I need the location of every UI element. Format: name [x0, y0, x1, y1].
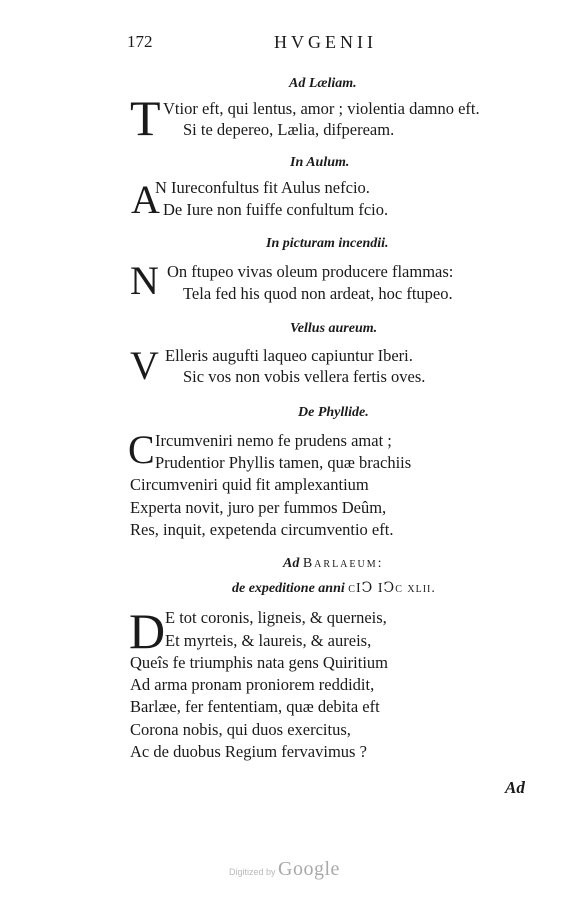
- watermark-brand: Google: [278, 858, 340, 880]
- drop-cap: D: [129, 603, 166, 659]
- verse-line: Experta novit, juro per fummos Deûm,: [130, 498, 387, 517]
- catchword: Ad: [505, 778, 525, 797]
- verse-line: Barlæe, fer fententiam, quæ debita eft: [130, 697, 380, 716]
- drop-cap: V: [130, 343, 159, 388]
- poem-title: [283, 556, 384, 572]
- verse-line: Circumveniri quid fit amplexantium: [130, 475, 369, 494]
- verse-line: Si te depereo, Lælia, difpeream.: [183, 120, 395, 139]
- poem-title-name: Barlaeum:: [302, 556, 384, 571]
- verse-line: Et myrteis, & laureis, & aureis,: [165, 631, 372, 650]
- poem-title: In picturam incendii.: [266, 236, 389, 251]
- drop-cap: C: [128, 427, 155, 472]
- poem-title-prefix: Ad: [283, 556, 300, 571]
- poem-subtitle-year: cIↃ IↃc xlii.: [348, 581, 436, 596]
- poem-subtitle-text: de expeditione anni: [232, 581, 345, 596]
- watermark-prefix: Digitized by: [229, 867, 276, 877]
- page-number: 172: [127, 32, 153, 51]
- verse-line: Ad arma pronam proniorem reddidit,: [130, 675, 375, 694]
- verse-line: Res, inquit, expetenda circumventio eft.: [130, 520, 394, 539]
- drop-cap: T: [130, 90, 161, 146]
- poem-subtitle: [232, 580, 436, 597]
- verse-line: De Iure non fuiffe confultum fcio.: [163, 200, 389, 219]
- poem-title: Vellus aureum.: [290, 321, 378, 336]
- digitized-watermark: [229, 858, 340, 881]
- verse-line: Ircumveniri nemo fe prudens amat ;: [155, 431, 392, 450]
- verse-line: N Iureconfultus fit Aulus nefcio.: [155, 178, 370, 197]
- drop-cap: N: [130, 258, 159, 303]
- verse-line: On ftupeo vivas oleum producere flammas:: [167, 262, 454, 281]
- verse-line: Sic vos non vobis vellera fertis oves.: [183, 367, 426, 386]
- verse-line: Prudentior Phyllis tamen, quæ brachiis: [155, 453, 412, 472]
- drop-cap: A: [131, 177, 160, 222]
- verse-line: Vtior eft, qui lentus, amor ; violentia damno eft.: [163, 99, 480, 118]
- poem-title: In Aulum.: [290, 155, 350, 170]
- running-head: HVGENII: [274, 32, 377, 52]
- verse-line: Ac de duobus Regium fervavimus ?: [130, 742, 367, 761]
- verse-line: Tela fed his quod non ardeat, hoc ftupeo.: [183, 284, 453, 303]
- verse-line: E tot coronis, ligneis, & querneis,: [165, 608, 387, 627]
- poem-title: De Phyllide.: [298, 405, 369, 420]
- verse-line: Queîs fe triumphis nata gens Quiritium: [130, 653, 388, 672]
- verse-line: Elleris augufti laqueo capiuntur Iberi.: [165, 346, 413, 365]
- verse-line: Corona nobis, qui duos exercitus,: [130, 720, 351, 739]
- poem-title: Ad Læliam.: [289, 76, 357, 91]
